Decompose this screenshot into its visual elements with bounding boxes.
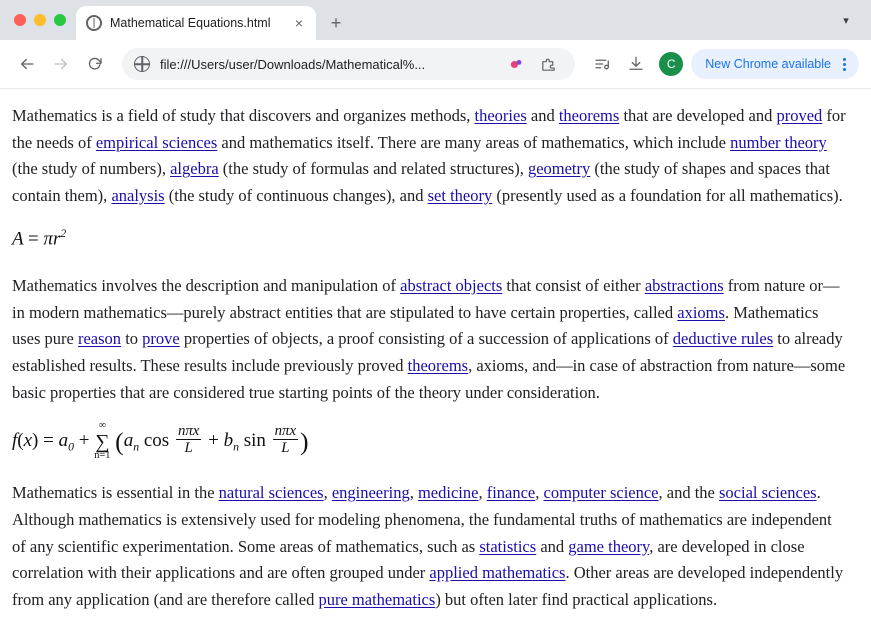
- eq2-group-open: (: [115, 426, 124, 456]
- eq2-sum-upper: ∞: [98, 420, 107, 432]
- eq1-exponent: 2: [60, 226, 67, 240]
- eq2-frac1-den: L: [176, 439, 201, 456]
- extensions-icon[interactable]: [533, 49, 563, 79]
- tab-strip: [0, 0, 871, 40]
- article-link[interactable]: proved: [776, 106, 823, 125]
- eq2-group-close: ): [300, 426, 309, 456]
- article-link[interactable]: deductive rules: [672, 329, 774, 349]
- forward-icon[interactable]: [46, 49, 76, 79]
- article-link[interactable]: axioms: [677, 302, 725, 322]
- eq2-an-sub: n: [133, 440, 140, 454]
- eq1-lhs: A: [12, 228, 24, 250]
- article-link[interactable]: natural sciences: [218, 483, 324, 503]
- article-link[interactable]: game theory: [568, 536, 650, 556]
- article-link[interactable]: analysis: [111, 186, 165, 206]
- eq1-pi: π: [43, 228, 54, 250]
- new-tab-button[interactable]: +: [330, 13, 342, 33]
- omnibox-actions: [501, 49, 563, 79]
- article-link[interactable]: theorems: [558, 106, 620, 125]
- article-link[interactable]: algebra: [170, 159, 219, 179]
- article-link[interactable]: theories: [474, 106, 527, 125]
- eq2-sin: sin: [243, 429, 266, 451]
- download-icon[interactable]: [621, 49, 651, 79]
- page-viewport: [0, 88, 871, 627]
- address-bar[interactable]: [122, 48, 575, 80]
- article-link[interactable]: theorems: [407, 356, 469, 376]
- url-text: file:///Users/user/Downloads/Mathematical%...: [160, 56, 426, 72]
- file-globe-icon: [134, 56, 150, 72]
- zoom-window-button[interactable]: [54, 14, 66, 26]
- article-link[interactable]: computer science: [543, 483, 659, 503]
- paragraph-3: Mathematics is essential in the natural sciences, engineering, medicine, finance, computer science, and the social sciences. Although mathematics is extensively used for modeling phenomena, the fundamental truths of mathematics are independent of any scientific experimentation. Some areas of mathematics, such as statistics and game theory, are developed in close correlation with their applications and are often grouped under applied mathematics. Other areas are developed independently from any application (and are therefore called pure mathematics) but often later find practical applications.: [12, 483, 844, 609]
- eq1-equals: =: [28, 228, 39, 250]
- document-icon: [86, 15, 102, 31]
- reload-icon[interactable]: [80, 49, 110, 79]
- chrome-update-label: New Chrome available: [705, 57, 831, 71]
- article-link[interactable]: medicine: [417, 483, 479, 503]
- minimize-window-button[interactable]: [34, 14, 46, 26]
- chevron-down-icon[interactable]: ▾: [843, 14, 849, 27]
- article-content: [12, 103, 849, 614]
- article-link[interactable]: statistics: [479, 536, 537, 556]
- eq2-bn: b: [223, 429, 234, 451]
- eq2-paren-close: ): [32, 429, 39, 451]
- eq2-cos: cos: [143, 429, 170, 451]
- close-window-button[interactable]: [14, 14, 26, 26]
- eq2-f: f: [12, 429, 18, 451]
- article-link[interactable]: abstract objects: [400, 275, 503, 295]
- close-tab-icon[interactable]: ×: [294, 15, 304, 31]
- eq2-a0: a: [58, 429, 69, 451]
- eq2-frac2-num: nπx: [274, 422, 297, 439]
- tab-strip-right: [833, 0, 871, 40]
- extension-puzzle-colored-icon[interactable]: [501, 49, 531, 79]
- eq2-equals: =: [43, 429, 54, 451]
- article-link[interactable]: abstractions: [644, 275, 724, 295]
- eq2-x: x: [23, 429, 33, 451]
- article-link[interactable]: set theory: [427, 186, 493, 206]
- reading-list-icon[interactable]: [587, 49, 617, 79]
- eq2-frac2-den: L: [273, 439, 298, 456]
- equation-fourier-series: [12, 421, 849, 463]
- eq2-sum-lower: n=1: [94, 450, 111, 462]
- article-link[interactable]: applied mathematics: [429, 563, 566, 583]
- eq2-paren-open: (: [17, 429, 24, 451]
- equation-area-circle: [12, 224, 849, 255]
- window-controls: [10, 0, 76, 40]
- chrome-update-chip[interactable]: [691, 49, 859, 79]
- eq2-sigma: ∑: [95, 430, 110, 453]
- eq2-bn-sub: n: [233, 440, 239, 454]
- eq2-plus: +: [78, 429, 90, 451]
- article-link[interactable]: prove: [142, 329, 180, 349]
- article-link[interactable]: empirical sciences: [95, 132, 218, 152]
- tab-title: Mathematical Equations.html: [110, 16, 271, 30]
- eq2-plus-2: +: [208, 429, 219, 451]
- article-link[interactable]: engineering: [331, 483, 410, 503]
- paragraph-2: Mathematics involves the description and manipulation of abstract objects that consist of either abstractions from nature or—in modern mathematics—purely abstract entities that are stipulated to have certain properties, called axioms. Mathematics uses pure reason to prove properties of objects, a proof consisting of a succession of applications of deductive rules to already established results. These results include previously proved theorems, axioms, and—in case of abstraction from nature—some basic properties that are considered true starting points of the theory under consideration.: [12, 275, 846, 402]
- article-link[interactable]: reason: [77, 329, 122, 349]
- back-icon[interactable]: [12, 49, 42, 79]
- eq2-fraction-2: [273, 423, 298, 456]
- browser-tab[interactable]: [76, 6, 316, 40]
- eq2-an: a: [123, 429, 134, 451]
- article-link[interactable]: number theory: [730, 132, 827, 152]
- eq2-fraction-1: [176, 423, 201, 456]
- article-link[interactable]: geometry: [527, 159, 591, 179]
- eq2-a0-sub: 0: [68, 440, 74, 454]
- summation-icon: [94, 420, 111, 462]
- eq2-frac1-num: nπx: [177, 422, 200, 439]
- article-link[interactable]: finance: [486, 483, 536, 503]
- eq1-r: r: [53, 228, 61, 250]
- chrome-menu-icon[interactable]: [835, 53, 853, 75]
- browser-toolbar: [0, 40, 871, 88]
- article-link[interactable]: pure mathematics: [318, 590, 436, 609]
- profile-avatar[interactable]: C: [659, 52, 683, 76]
- paragraph-1: Mathematics is a field of study that discovers and organizes methods, theories and theorems that are developed and proved for the needs of empirical sciences and mathematics itself. There are many areas of mathematics, which include number theory (the study of numbers), algebra (the study of formulas and related structures), geometry (the study of shapes and spaces that contain them), analysis (the study of continuous changes), and set theory (presently used as a foundation for all mathematics).: [12, 106, 846, 206]
- article-link[interactable]: social sciences: [718, 483, 817, 503]
